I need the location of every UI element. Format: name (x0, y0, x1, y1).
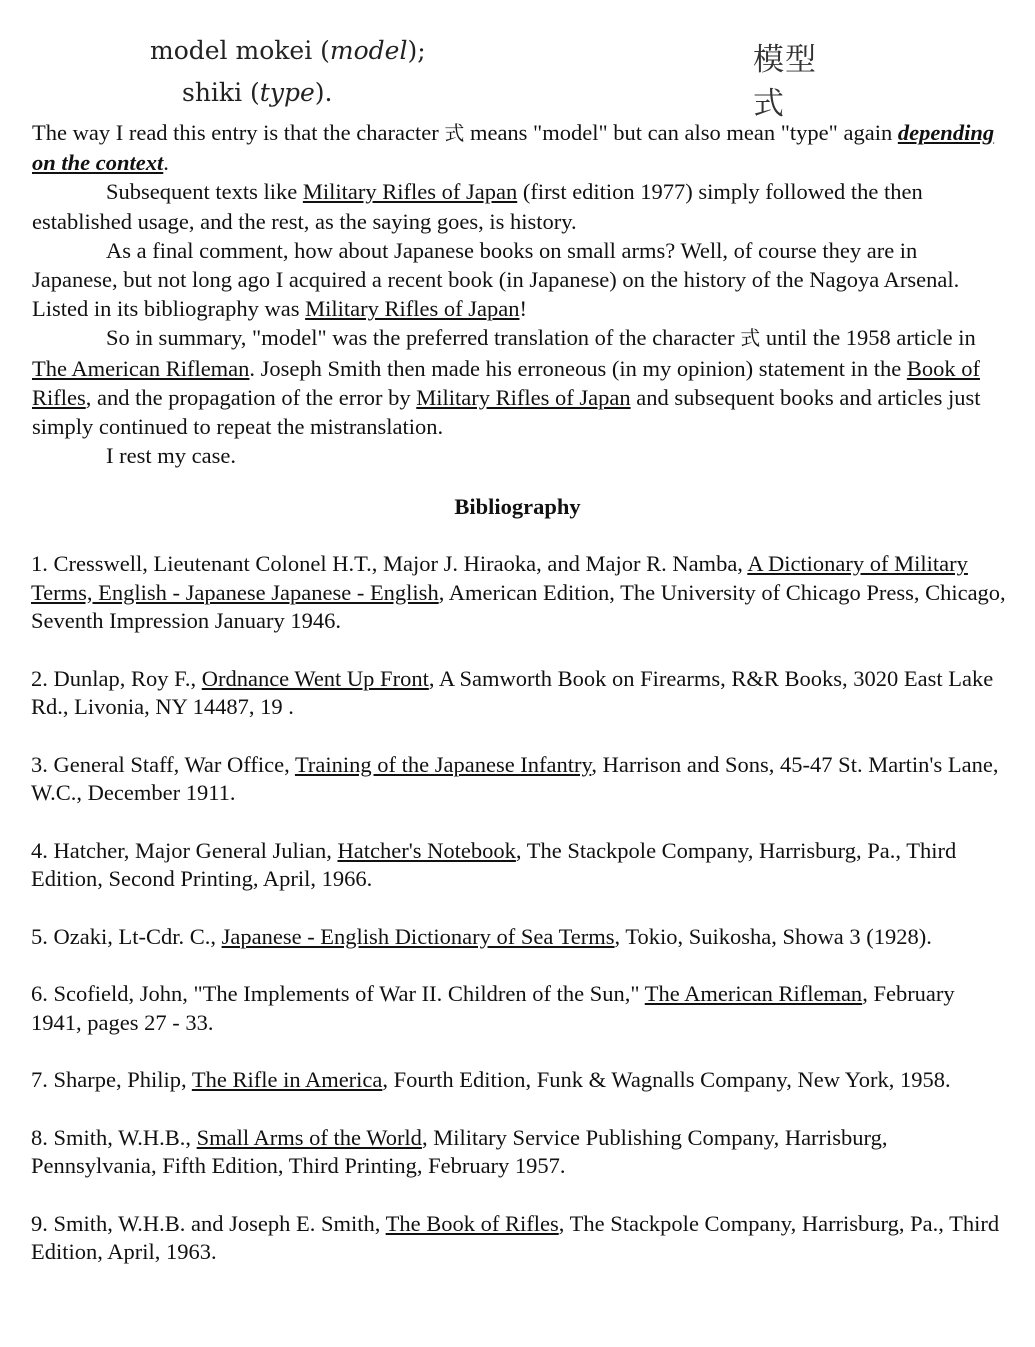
bibliography-item (31, 1066, 1006, 1095)
bibliography-item (31, 923, 1006, 952)
book-title: Book of Rifles (32, 355, 980, 410)
bibliography-item (31, 1210, 1006, 1267)
citation-text: , Tokio, Suikosha, Showa 3 (1928). (614, 923, 932, 949)
text-run: The way I read this entry is that the character (32, 120, 445, 145)
citation-text: , Fourth Edition, Funk & Wagnalls Company, New York, 1958. (382, 1067, 951, 1092)
citation-text: 3. General Staff, War Office, (31, 751, 295, 777)
book-title: Military Rifles of Japan (302, 179, 518, 205)
bibliography-heading: Bibliography (454, 494, 581, 519)
citation-title: The Book of Rifles (385, 1210, 559, 1236)
citation-title: The Rifle in America (191, 1067, 383, 1092)
text-run: So in summary, "model" was the preferred translation of the character (106, 325, 741, 351)
bibliography-item (31, 980, 1006, 1037)
citation-text: 4. Hatcher, Major General Julian, (31, 837, 338, 863)
text-run: ! (519, 296, 527, 322)
dictionary-punct: ). (314, 78, 333, 107)
citation-title: A Dictionary of Military Terms, English - Japanese Japanese - English (31, 551, 968, 605)
citation-title: Japanese - English Dictionary of Sea Terms (221, 923, 615, 949)
paragraph-5: I rest my case. (106, 443, 236, 469)
text-run: . Joseph Smith then made his erroneous (in my opinion) statement in the (249, 355, 907, 381)
citation-text: , The Stackpole Company, Harrisburg, Pa., Third Edition, April, 1963. (31, 1210, 1000, 1264)
dictionary-punct: ); (407, 36, 426, 65)
citation-title: The American Rifleman (644, 981, 863, 1006)
citation-text: , Military Service Publishing Company, Harrisburg, Pennsylvania, Fifth Edition, Third Printing, February 1957. (31, 1124, 888, 1178)
citation-title: Small Arms of the World (196, 1124, 422, 1150)
text-run: . (163, 150, 169, 176)
dictionary-line-type (182, 78, 332, 107)
kanji-mokei: 模型 (753, 42, 817, 78)
dictionary-line-model (150, 36, 426, 65)
text-run: (first edition 1977) simply followed the then established usage, and the rest, as the saying goes, is history. (32, 179, 923, 234)
paragraph-1 (32, 118, 998, 177)
dictionary-gloss: type (259, 78, 315, 107)
citation-text: 7. Sharpe, Philip, (31, 1067, 192, 1092)
book-title: The American Rifleman (32, 355, 250, 381)
citation-text: , The Stackpole Company, Harrisburg, Pa., Third Edition, Second Printing, April, 1966. (31, 837, 957, 891)
dictionary-gloss: model (329, 36, 408, 65)
paragraph-2 (32, 177, 998, 235)
kanji-character: 式 (740, 326, 761, 351)
citation-text: 8. Smith, W.H.B., (31, 1124, 197, 1150)
bibliography-item (31, 1124, 1006, 1181)
bibliography-item (31, 550, 1006, 636)
text-run: and subsequent books and articles just simply continued to repeat the mistranslation. (32, 384, 981, 440)
emphasis-text: depending on the context (32, 120, 995, 176)
citation-text: 1. Cresswell, Lieutenant Colonel H.T., Major J. Hiraoka, and Major R. Namba, (31, 551, 748, 576)
text-run: As a final comment, how about Japanese books on small arms? Well, of course they are in Japanese, but not long ago I acquired a recent book (in Japanese) on the history of the Nagoya Arsenal. Listed in its bibliography was (32, 237, 960, 322)
citation-text: , A Samworth Book on Firearms, R&R Books, 3020 East Lake Rd., Livonia, NY 14487, 19 . (31, 665, 994, 719)
paragraph-4 (32, 323, 998, 441)
text-run: until the 1958 article in (760, 325, 976, 351)
citation-text: , Harrison and Sons, 45-47 St. Martin's Lane, W.C., December 1911. (31, 751, 999, 805)
citation-text: 5. Ozaki, Lt-Cdr. C., (31, 923, 222, 949)
citation-text: , February 1941, pages 27 - 33. (31, 981, 955, 1035)
dictionary-entry-excerpt (150, 36, 850, 122)
citation-text: 2. Dunlap, Roy F., (31, 665, 202, 691)
text-run: , and the propagation of the error by (85, 384, 417, 410)
bibliography-item (31, 665, 1006, 722)
body-text (32, 118, 998, 470)
text-run: Subsequent texts like (106, 179, 303, 205)
citation-text: 9. Smith, W.H.B. and Joseph E. Smith, (31, 1210, 386, 1236)
kanji-character: 式 (444, 121, 465, 145)
paragraph-3 (32, 236, 998, 324)
book-title: Military Rifles of Japan (305, 296, 520, 322)
citation-title: Training of the Japanese Infantry (294, 751, 592, 777)
citation-text: 6. Scofield, John, "The Implements of War II. Children of the Sun," (31, 981, 645, 1006)
kanji-shiki: 式 (753, 86, 784, 122)
bibliography-item (31, 837, 1006, 894)
bibliography-item (31, 751, 1006, 808)
book-title: Military Rifles of Japan (416, 384, 631, 410)
dictionary-term: shiki ( (182, 78, 260, 107)
dictionary-term: model mokei ( (150, 36, 330, 65)
citation-text: , American Edition, The University of Chicago Press, Chicago, Seventh Impression January 1946. (31, 579, 1006, 633)
citation-title: Ordnance Went Up Front (201, 665, 429, 691)
text-run: means "model" but can also mean "type" again (464, 120, 898, 145)
bibliography-list (31, 550, 1006, 1296)
citation-title: Hatcher's Notebook (337, 837, 516, 863)
